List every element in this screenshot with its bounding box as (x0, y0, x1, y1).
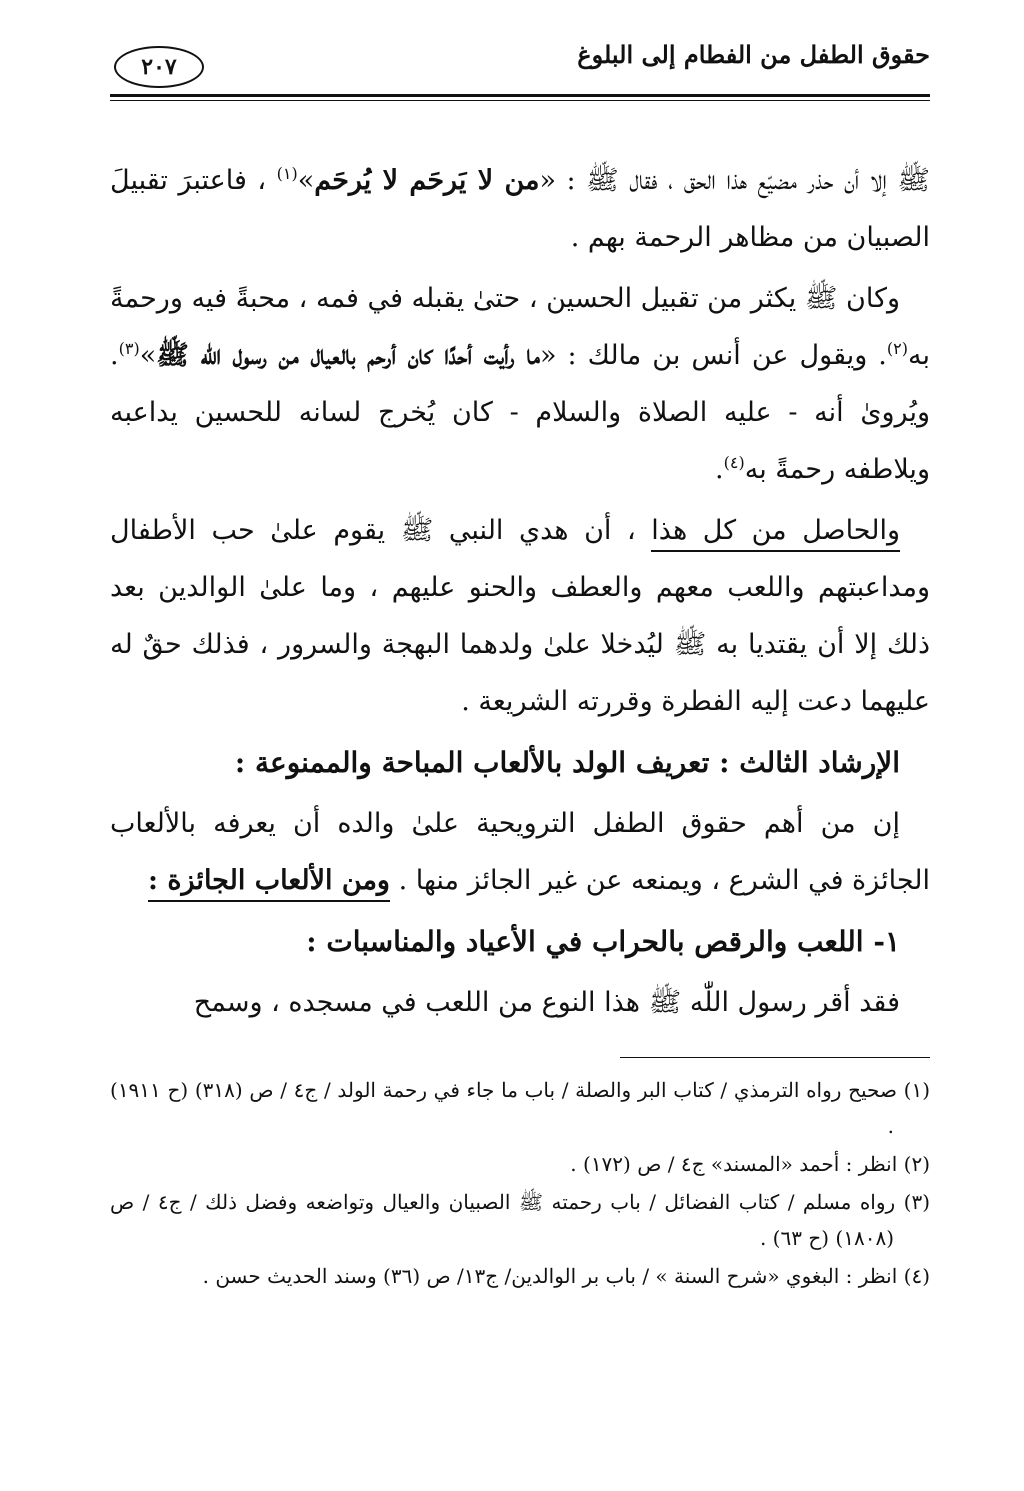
underlined-phrase: والحاصل من كل هذا (651, 515, 900, 552)
paragraph-5: فقد أقر رسول اللّٰه ﷺ هذا النوع من اللعب في مسجده ، وسمح (193, 987, 900, 1018)
text-run: ﷺ إلا أن حذر مضيّع هذا الحق ، فقال ﷺ : « (539, 165, 930, 196)
footnote-2: (٢) انظر : أحمد «المسند» ج٤ / ص (١٧٢) . (570, 1152, 930, 1176)
text-run: » (139, 340, 157, 371)
footnote-4: (٤) انظر : البغوي «شرح السنة » / باب بر الوالدين/ ج١٣/ ص (٣٦) وسند الحديث حسن . (202, 1264, 930, 1288)
text-run: وكان ﷺ يكثر من تقبيل الحسين ، حتىٰ يقبله في فمه ، محبةً فيه ورحمةً به (110, 283, 930, 371)
header-rule-thick (110, 94, 930, 97)
footnote-ref-1: (١) (276, 164, 298, 183)
text-run: ، أن هدي النبي ﷺ يقوم علىٰ حب الأطفال ومداعبتهم واللعب معهم والعطف والحنو عليهم ، وما علىٰ الوالدين بعد ذلك إلا أن يقتديا به ﷺ ليُدخلا علىٰ ولدهما البهجة والسرور ، فذلك حقٌ له عليهما دعت إليه الفطرة وقررته الشريعة . (110, 515, 930, 717)
hadith-quote: من لا يَرحَم لا يُرحَم (314, 165, 540, 196)
footnote-ref-4: (٤) (723, 453, 745, 472)
book-page (110, 30, 930, 1460)
main-text (110, 152, 930, 1031)
paragraph-1 (110, 152, 930, 266)
underlined-phrase: ومن الألعاب الجائزة : (148, 865, 390, 902)
section-heading-3: الإرشاد الثالث : تعريف الولد بالألعاب المباحة والممنوعة : (234, 746, 900, 779)
paragraph-3 (110, 502, 930, 730)
footnote-ref-2: (٢) (886, 339, 908, 358)
paragraph-2 (110, 270, 930, 498)
header-rule-thin (110, 100, 930, 101)
text-run: ، فاعتبرَ تقبيلَ الصبيان من مظاهر الرحمة بهم . (110, 165, 930, 253)
footnote-1: (١) صحيح رواه الترمذي / كتاب البر والصلة / باب ما جاء في رحمة الولد / ج٤ / ص (٣١٨) (ح ١٩١١) . (110, 1078, 930, 1138)
footnotes (110, 1072, 930, 1294)
page-header (110, 30, 930, 100)
subheading-1: ١- اللعب والرقص بالحراب في الأعياد والمناسبات : (306, 925, 900, 958)
footnote-separator (620, 1057, 930, 1058)
page-number: ٢٠٧ (114, 46, 204, 88)
text-run: . ويُروىٰ أنه - عليه الصلاة والسلام - كان يُخرج لسانه للحسين يداعبه ويلاطفه رحمةً به (110, 340, 930, 485)
text-run: . ويقول عن أنس بن مالك : « (539, 340, 887, 371)
footnote-3: (٣) رواه مسلم / كتاب الفضائل / باب رحمته ﷺ الصبيان والعيال وتواضعه وفضل ذلك / ج٤ / ص (١٨٠٨) (ح ٦٣) . (110, 1190, 930, 1250)
footnote-ref-3: (٣) (118, 339, 140, 358)
hadith-quote: ما رأيت أحدًا كان أرحم بالعيال من رسول اللّٰه ﷺ (156, 340, 540, 371)
text-run: . (715, 454, 724, 485)
text-run: إن من أهم حقوق الطفل الترويحية علىٰ والده أن يعرفه بالألعاب الجائزة في الشرع ، ويمنعه عن غير الجائز منها . (110, 808, 930, 896)
text-run: » (297, 165, 315, 196)
paragraph-4 (110, 795, 930, 909)
running-title: حقوق الطفل من الفطام إلى البلوغ (577, 40, 930, 69)
